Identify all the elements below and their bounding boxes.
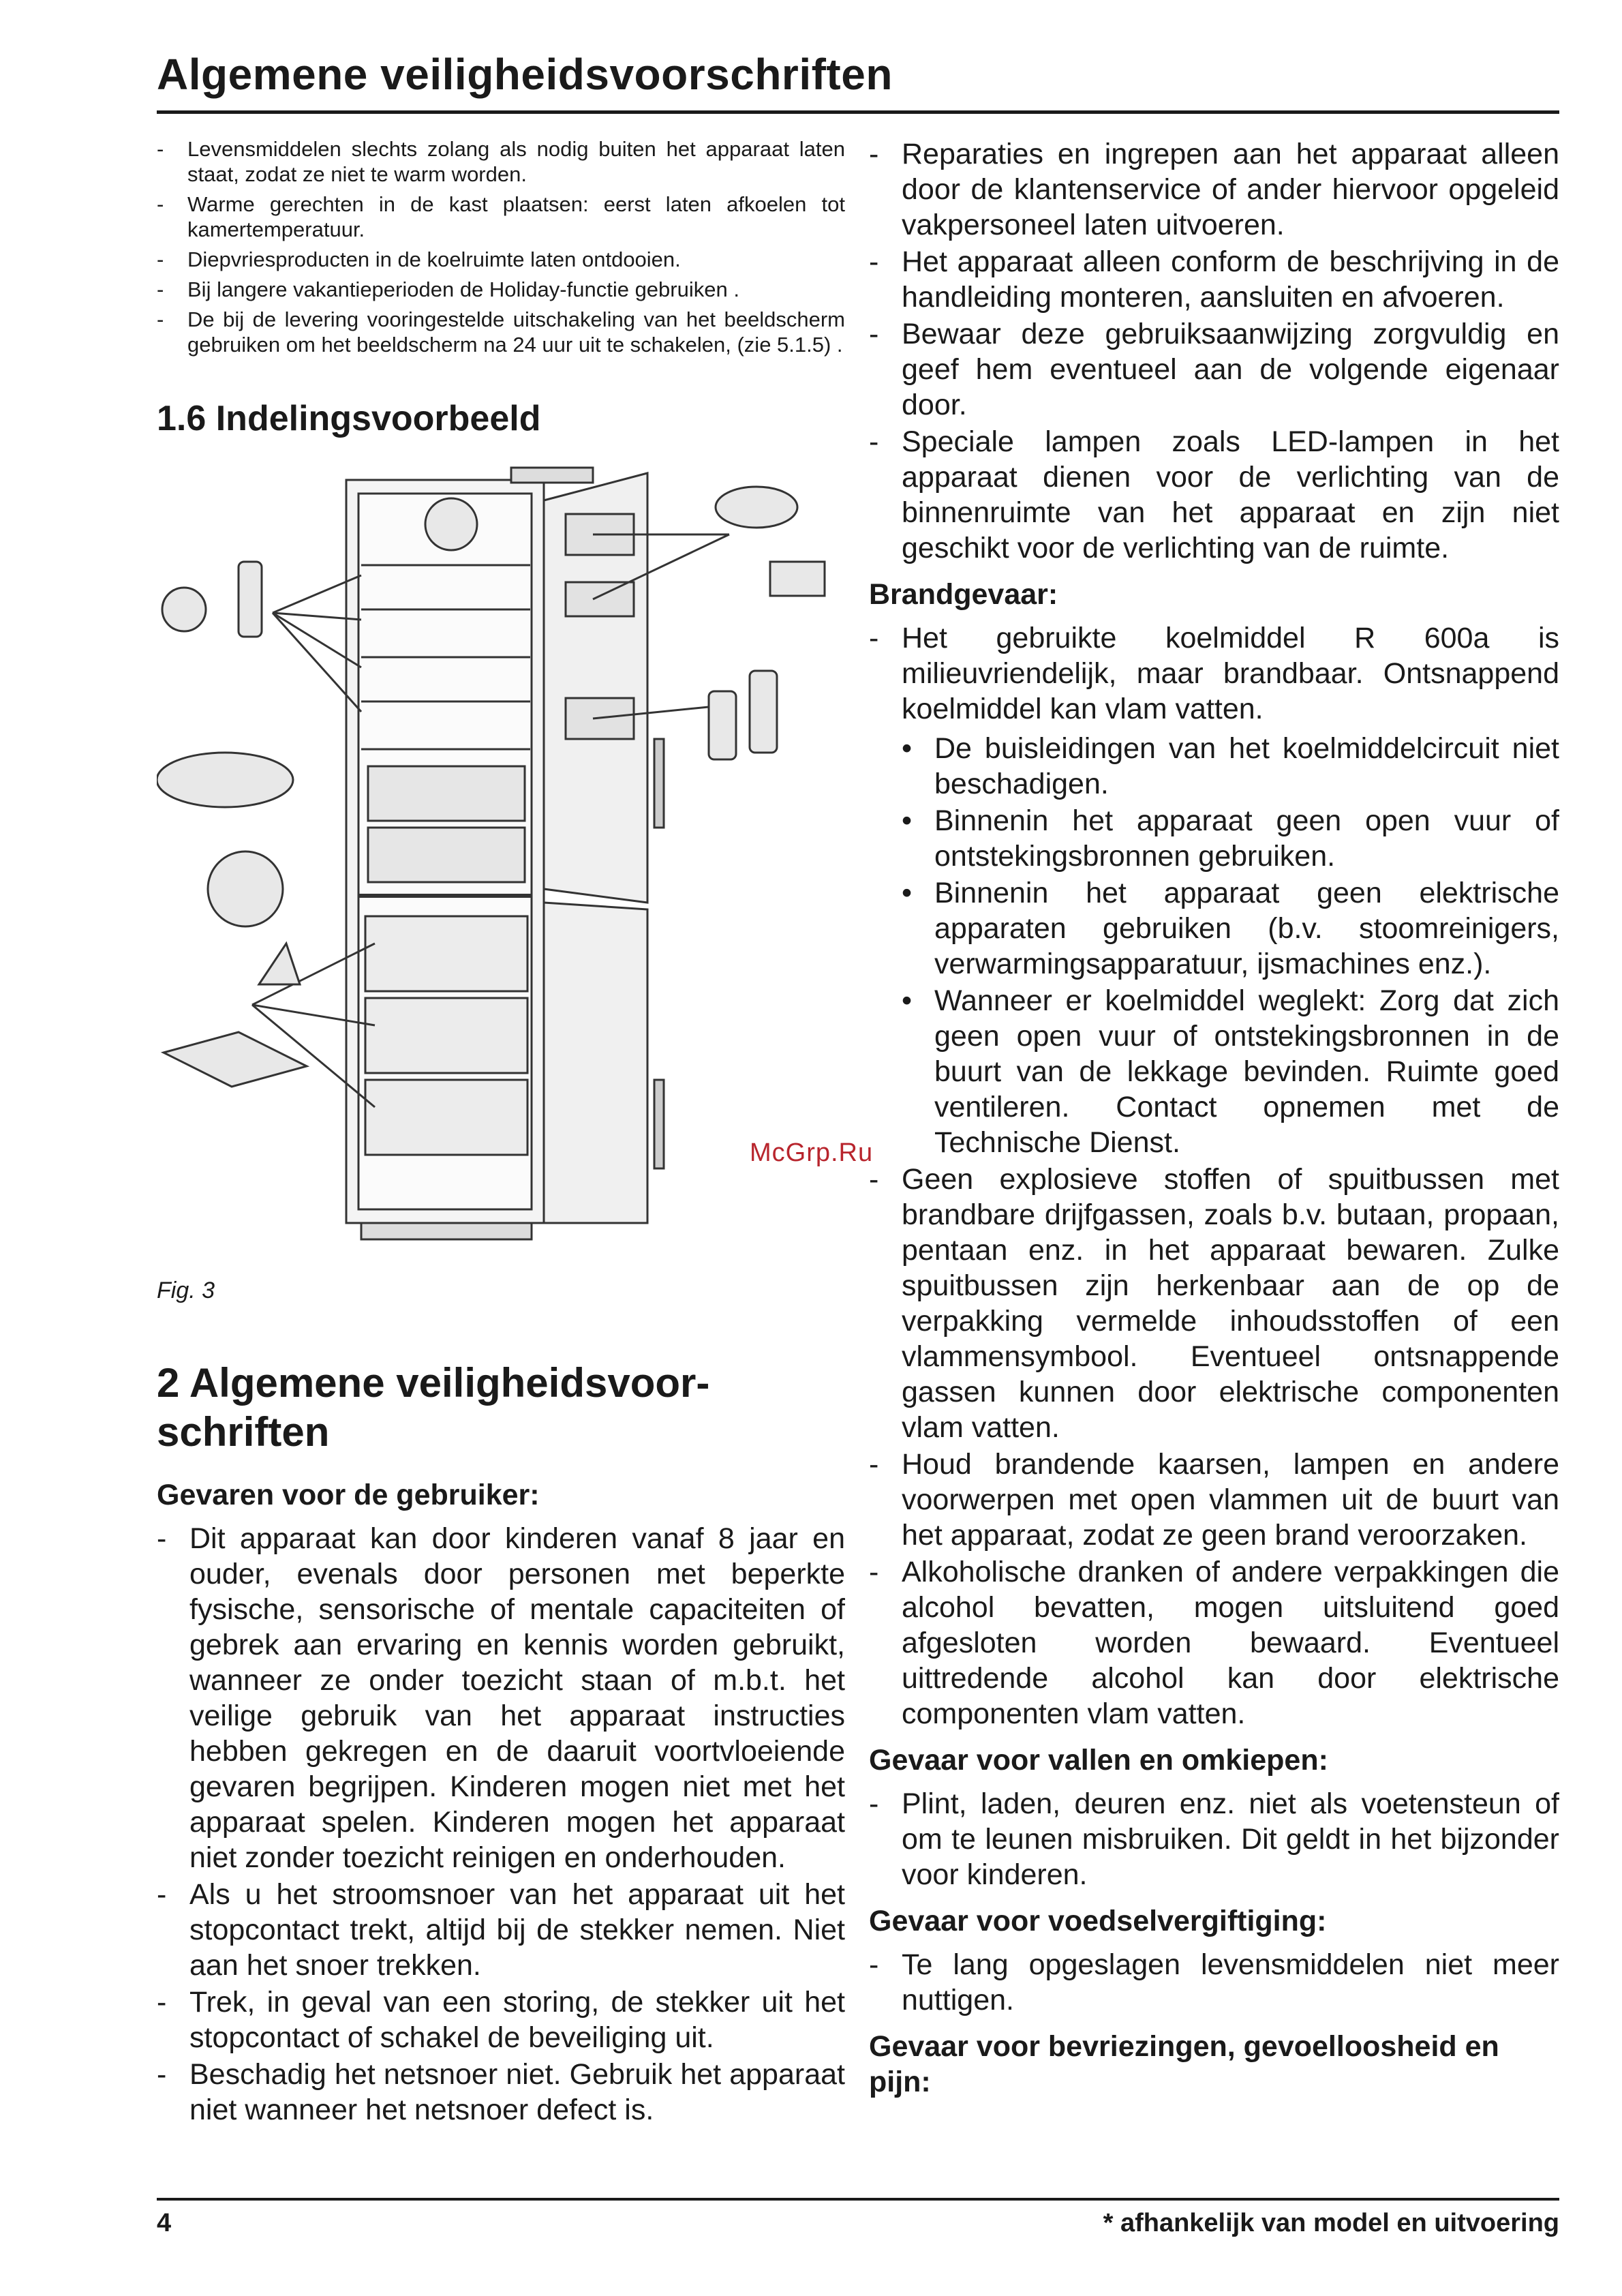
chapter-title: 2 Algemene veiligheidsvoor-schriften	[157, 1360, 710, 1455]
footer-note: * afhankelijk van model en uitvoering	[1103, 2209, 1559, 2237]
page-number: 4	[157, 2209, 172, 2237]
footer-rule	[157, 2198, 1559, 2201]
list-item: - Reparaties en ingrepen aan het apparaat alleen door de klantenservice of ander hiervoor opgeleid vakpersoneel laten uitvoeren.	[869, 136, 1559, 243]
fridge-layout-figure	[157, 466, 845, 1271]
page-title: Algemene veiligheidsvoorschriften	[157, 50, 893, 99]
section-title-1-6: 1.6 Indelingsvoorbeeld	[157, 399, 541, 438]
list-item: - Alkoholische dranken of andere verpakkingen die alcohol bevatten, mogen uitsluitend goed afgesloten worden bewaard. Eventueel uittredende alcohol kan door elektrische componenten vlam vatten.	[869, 1554, 1559, 1732]
bullet-item: • Binnenin het apparaat geen elektrische apparaten gebruiken (b.v. stoomreinigers, verwarmingsapparatuur, ijsmachines enz.).	[902, 875, 1559, 982]
figure-caption: Fig. 3	[157, 1278, 215, 1303]
storage-tips-list	[157, 136, 845, 357]
fire-intro-text: Het gebruikte koelmiddel R 600a is milieuvriendelijk, maar brandbaar. Ontsnappend koelmiddel kan vlam vatten.	[902, 622, 1559, 725]
list-item	[869, 620, 1559, 1160]
header-rule	[157, 110, 1559, 114]
list-item: - Warme gerechten in de kast plaatsen: eerst laten afkoelen tot kamertemperatuur.	[157, 192, 845, 242]
list-item: - Geen explosieve stoffen of spuitbussen met brandbare drijfgassen, zoals b.v. butaan, propaan, pentaan enz. in het apparaat bewaren. Zulke spuitbussen zijn herkenbaar aan de op de verpakking vermelde inhoudsstoffen of een vlammensymbool. Eventueel ontsnappende gassen kunnen door elektrische componenten vlam vatten.	[869, 1162, 1559, 1445]
list-item: - De bij de levering vooringestelde uitschakeling van het beeldscherm gebruiken om het beeldscherm na 24 uur uit te schakelen, (zie 5.1.5) .	[157, 307, 845, 357]
fire-heading: Brandgevaar:	[869, 578, 1058, 611]
users-hazards-list	[157, 1521, 845, 2128]
right-column	[869, 136, 1559, 2108]
list-item: - Bij langere vakantieperioden de Holiday-functie gebruiken .	[157, 277, 845, 302]
fall-heading: Gevaar voor vallen en omkiepen:	[869, 1744, 1328, 1777]
general-hazards-list	[869, 136, 1559, 566]
food-hazards-list	[869, 1947, 1559, 2018]
fire-hazards-list	[869, 620, 1559, 1732]
fire-bullets	[902, 731, 1559, 1160]
list-item: - Te lang opgeslagen levensmiddelen niet meer nuttigen.	[869, 1947, 1559, 2018]
list-item: - Plint, laden, deuren enz. niet als voetensteun of om te leunen misbruiken. Dit geldt in het bijzonder voor kinderen.	[869, 1786, 1559, 1892]
fall-hazards-list	[869, 1786, 1559, 1892]
list-item: - Als u het stroomsnoer van het apparaat uit het stopcontact trekt, altijd bij de stekker nemen. Niet aan het snoer trekken.	[157, 1877, 845, 1983]
users-heading: Gevaren voor de gebruiker:	[157, 1479, 540, 1511]
list-item: - Beschadig het netsnoer niet. Gebruik het apparaat niet wanneer het netsnoer defect is.	[157, 2057, 845, 2128]
list-item: - Houd brandende kaarsen, lampen en andere voorwerpen met open vlammen uit de buurt van het apparaat, zodat ze geen brand veroorzaken.	[869, 1447, 1559, 1553]
frost-heading: Gevaar voor bevriezingen, gevoelloosheid en pijn:	[869, 2030, 1499, 2098]
fridge-illustration	[157, 466, 845, 1271]
watermark: McGrp.Ru	[750, 1138, 874, 1167]
list-item: - Speciale lampen zoals LED-lampen in het apparaat dienen voor de verlichting van de binnenruimte van het apparaat en zijn niet geschikt voor de verlichting van de ruimte.	[869, 424, 1559, 566]
bullet-item: • De buisleidingen van het koelmiddelcircuit niet beschadigen.	[902, 731, 1559, 802]
bullet-item: • Wanneer er koelmiddel weglekt: Zorg dat zich geen open vuur of ontstekingsbronnen in de buurt van de lekkage bevinden. Ruimte goed ventileren. Contact opnemen met de Technische Dienst.	[902, 983, 1559, 1160]
list-item: - Trek, in geval van een storing, de stekker uit het stopcontact of schakel de beveiliging uit.	[157, 1984, 845, 2055]
list-item: - Bewaar deze gebruiksaanwijzing zorgvuldig en geef hem eventueel aan de volgende eigenaar door.	[869, 316, 1559, 423]
food-heading: Gevaar voor voedselvergiftiging:	[869, 1905, 1327, 1937]
list-item: - Het apparaat alleen conform de beschrijving in de handleiding monteren, aansluiten en afvoeren.	[869, 244, 1559, 315]
bullet-item: • Binnenin het apparaat geen open vuur of ontstekingsbronnen gebruiken.	[902, 803, 1559, 874]
list-item: - Diepvriesproducten in de koelruimte laten ontdooien.	[157, 247, 845, 272]
list-item: - Levensmiddelen slechts zolang als nodig buiten het apparaat laten staat, zodat ze niet te warm worden.	[157, 136, 845, 187]
list-item: - Dit apparaat kan door kinderen vanaf 8 jaar en ouder, evenals door personen met beperkte fysische, sensorische of mentale capaciteiten of gebrek aan ervaring en kennis worden gebruikt, wanneer ze onder toezicht staan of m.b.t. het veilige gebruik van het apparaat instructies hebben gekregen en de daaruit voortvloeiende gevaren begrijpen. Kinderen mogen niet met het apparaat spelen. Kinderen mogen het apparaat niet zonder toezicht reinigen en onderhouden.	[157, 1521, 845, 1875]
left-column	[157, 136, 845, 2129]
